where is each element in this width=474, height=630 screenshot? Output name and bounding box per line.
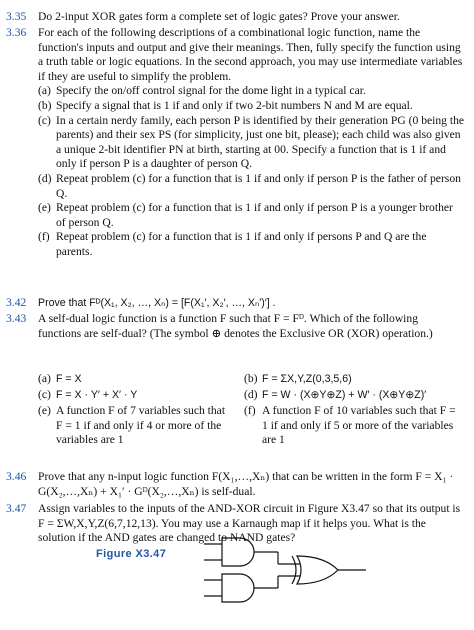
problem-number: 3.42 [6, 296, 27, 309]
subproblem-f [244, 404, 464, 448]
subproblem-text: In a certain nerdy family, each person P is identified by their generation PG (0 being the parents) and their sex PS (for simplicity, just one bit, please); each child was also given a unique 2-bit identifier PN at birth, starting at 00. Specify a function that is 1 if and only if person P is a daughter of person Q. [56, 113, 465, 171]
subproblem-a [38, 84, 464, 99]
problem-number: 3.35 [6, 10, 27, 23]
subproblem-text: F = W · (X⊕Y⊕Z) + W′ · (X⊕Y⊕Z)′ [262, 389, 427, 401]
subproblem-e [38, 201, 464, 230]
subproblem-label: (d) [244, 388, 258, 401]
subproblem-label: (f) [38, 230, 50, 244]
subproblem-label: (e) [38, 404, 51, 417]
problem-3-36 [0, 26, 474, 260]
problem-number: 3.43 [6, 312, 27, 325]
subproblem-label: (c) [38, 113, 51, 127]
subproblem-label: (b) [38, 98, 52, 112]
subproblem-text: Specify a signal that is 1 if and only if two 2-bit numbers N and M are equal. [56, 98, 413, 112]
subproblem-e [38, 404, 234, 448]
subproblem-text: F = X [56, 373, 82, 385]
subproblem-text: A function F of 10 variables such that F = 1 if and only if 5 or more of the variables are 1 [262, 404, 456, 447]
problem-text: Prove that any n-input logic function F(X₁,…,Xₙ) that can be written in the form F = X₁ · G(X₂,…,Xₙ) + X₁′ · Gᴰ(X₂,…,Xₙ) is self-dual. [38, 470, 454, 498]
subproblem-c [38, 114, 464, 172]
xor-gate [292, 556, 366, 584]
problem-3-42 [0, 296, 474, 311]
problem-text: Assign variables to the inputs of the AND-XOR circuit in Figure X3.47 so that its output is F = ΣW,X,Y,Z(6,7,12,13). You may use a Karnaugh map if it helps you. What is the solution if the AND gates are changed to NAND gates? [38, 502, 461, 545]
subproblem-f [38, 230, 464, 259]
and-gate-top [204, 538, 278, 566]
subproblem-label: (b) [244, 372, 258, 385]
subproblem-label: (c) [38, 388, 51, 401]
subproblem-text: Repeat problem (c) for a function that is 1 if and only if persons P and Q are the parents. [56, 230, 427, 258]
problem-3-43 [0, 312, 474, 341]
problem-3-46 [0, 470, 474, 499]
subproblem-d [244, 388, 464, 404]
subproblem-text: Repeat problem (c) for a function that is 1 if and only if person P is the father of person Q. [56, 171, 461, 200]
problem-number: 3.46 [6, 470, 27, 483]
subproblem-b [244, 372, 464, 388]
problem-intro: For each of the following descriptions of a combinational logic function, name the function's inputs and output and give their meanings. Then, fully specify the function using a truth table or logic equations. In the second approach, you may use intermediate variables if they are useful to simplify the problem. [38, 26, 463, 83]
figure-caption: Figure X3.47 [96, 548, 167, 560]
subproblem-label: (d) [38, 171, 52, 185]
problem-text: Prove that Fᴰ(X₁, X₂, …, Xₙ) = [F(X₁′, X₂′, …, Xₙ′)′] . [38, 297, 276, 309]
subproblem-label: (f) [244, 404, 256, 417]
problem-3-35 [0, 10, 474, 25]
subproblem-label: (a) [38, 84, 51, 98]
subproblem-text: A function F of 7 variables such that F = 1 if and only if 4 or more of the variables are 1 [56, 404, 226, 447]
subproblem-d [38, 172, 464, 201]
xor-input-wires [278, 552, 300, 588]
problem-number: 3.36 [6, 26, 27, 39]
subproblem-b [38, 99, 464, 114]
and-gate-bottom [204, 574, 278, 602]
subproblem-text: F = ΣX,Y,Z(0,3,5,6) [262, 373, 352, 385]
problem-intro: A self-dual logic function is a function F such that F = Fᴰ. Which of the following functions are self-dual? (The symbol ⊕ denotes the Exclusive OR (XOR) operation.) [38, 312, 433, 340]
subproblem-a [38, 372, 234, 388]
and-xor-circuit-diagram [196, 524, 376, 614]
subproblem-label: (a) [38, 372, 51, 385]
subproblem-text: F = X · Y′ + X′ · Y [56, 389, 138, 401]
subproblem-c [38, 388, 234, 404]
subproblem-label: (e) [38, 201, 51, 215]
subproblem-text: Repeat problem (c) for a function that is 1 if and only if person P is a younger brother of person Q. [56, 201, 453, 229]
problem-number: 3.47 [6, 502, 27, 515]
subproblem-text: Specify the on/off control signal for the dome light in a typical car. [56, 84, 366, 98]
problem-text: Do 2-input XOR gates form a complete set of logic gates? Prove your answer. [38, 10, 400, 23]
